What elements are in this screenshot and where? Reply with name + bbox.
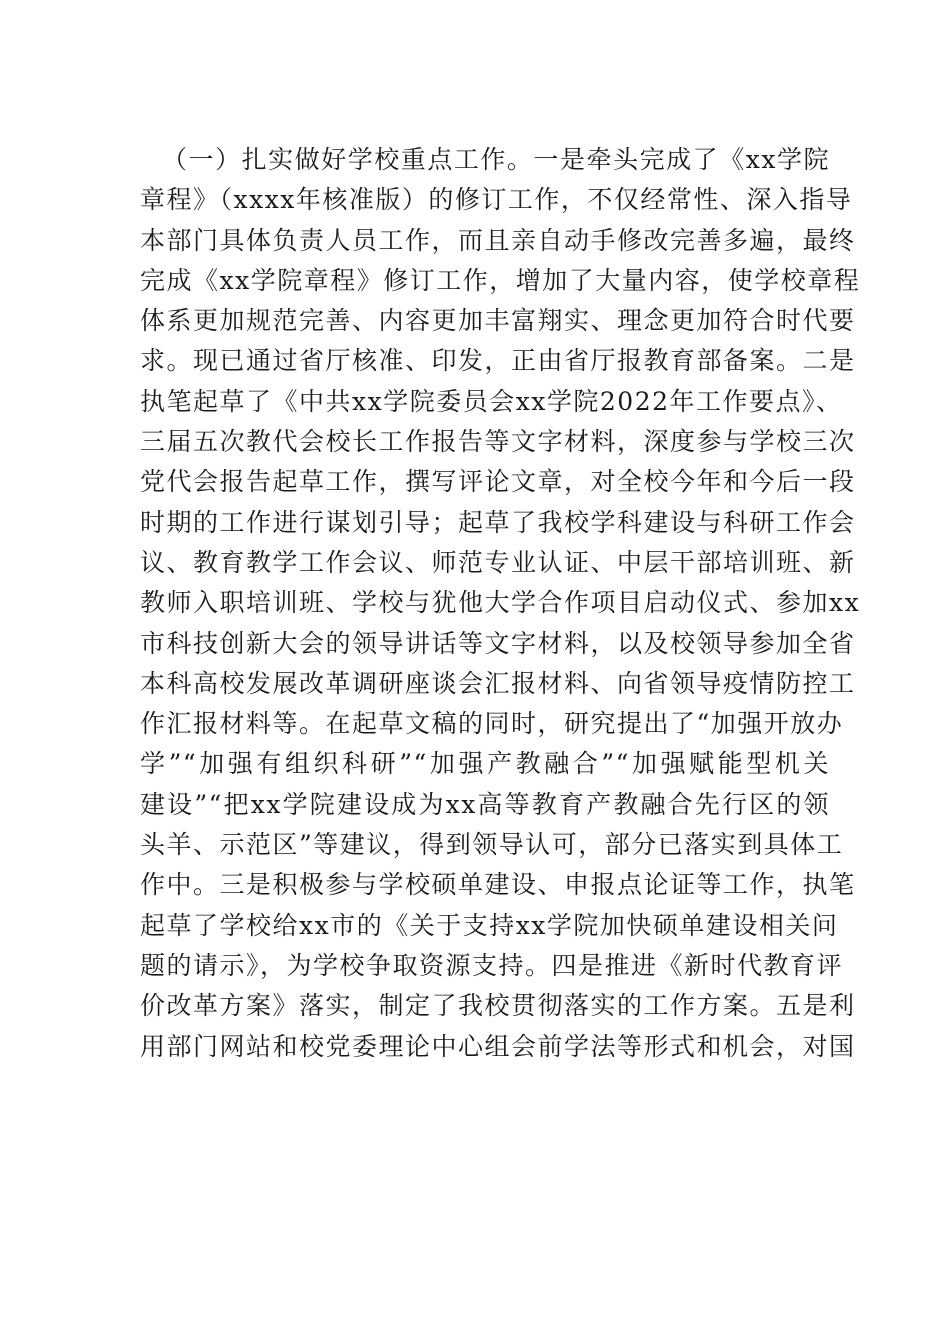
text-line: 市科技创新大会的领导讲话等文字材料，以及校领导参加全省 <box>140 628 856 658</box>
text-line: 本部门具体负责人员工作，而且亲自动手修改完善多遍，最终 <box>140 225 856 255</box>
text-line: 题的请示》，为学校争取资源支持。四是推进《新时代教育评 <box>140 950 844 980</box>
text-line: 建设”“把xx学院建设成为xx高等教育产教融合先行区的领 <box>140 789 830 819</box>
text-line: 本科高校发展改革调研座谈会汇报材料、向省领导疫情防控工 <box>140 668 856 698</box>
text-line: 时期的工作进行谋划引导；起草了我校学科建设与科研工作会 <box>140 507 856 537</box>
text-line: 教师入职培训班、学校与犹他大学合作项目启动仪式、参加xx <box>140 588 861 618</box>
text-line: （一）扎实做好学校重点工作。一是牵头完成了《xx学院 <box>162 145 830 174</box>
text-line: 章程》（xxxx年核准版）的修订工作，不仅经常性、深入指导 <box>140 185 853 215</box>
text-line: 完成《xx学院章程》修订工作，增加了大量内容，使学校章程 <box>140 265 861 295</box>
text-line: 体系更加规范完善、内容更加丰富翔实、理念更加符合时代要 <box>140 306 856 336</box>
text-line: 头羊、示范区”等建议，得到领导认可，部分已落实到具体工 <box>140 830 844 860</box>
text-line: 价改革方案》落实，制定了我校贯彻落实的工作方案。五是利 <box>140 991 856 1021</box>
text-line: 作中。三是积极参与学校硕单建设、申报点论证等工作，执笔 <box>140 870 856 900</box>
text-line: 三届五次教代会校长工作报告等文字材料，深度参与学校三次 <box>140 427 856 457</box>
text-line: 议、教育教学工作会议、师范专业认证、中层干部培训班、新 <box>140 547 856 577</box>
body-paragraph <box>140 140 861 1067</box>
text-line: 学”“加强有组织科研”“加强产教融合”“加强赋能型机关 <box>140 749 830 779</box>
text-line: 执笔起草了《中共xx学院委员会xx学院2022年工作要点》、 <box>140 386 843 416</box>
text-line: 用部门网站和校党委理论中心组会前学法等形式和机会，对国 <box>140 1031 856 1061</box>
text-line: 党代会报告起草工作，撰写评论文章，对全校今年和今后一段 <box>140 467 856 497</box>
text-line: 起草了学校给xx市的《关于支持xx学院加快硕单建设相关问 <box>140 910 839 940</box>
text-line: 作汇报材料等。在起草文稿的同时，研究提出了“加强开放办 <box>140 709 844 739</box>
text-line: 求。现已通过省厅核准、印发，正由省厅报教育部备案。二是 <box>140 346 856 376</box>
